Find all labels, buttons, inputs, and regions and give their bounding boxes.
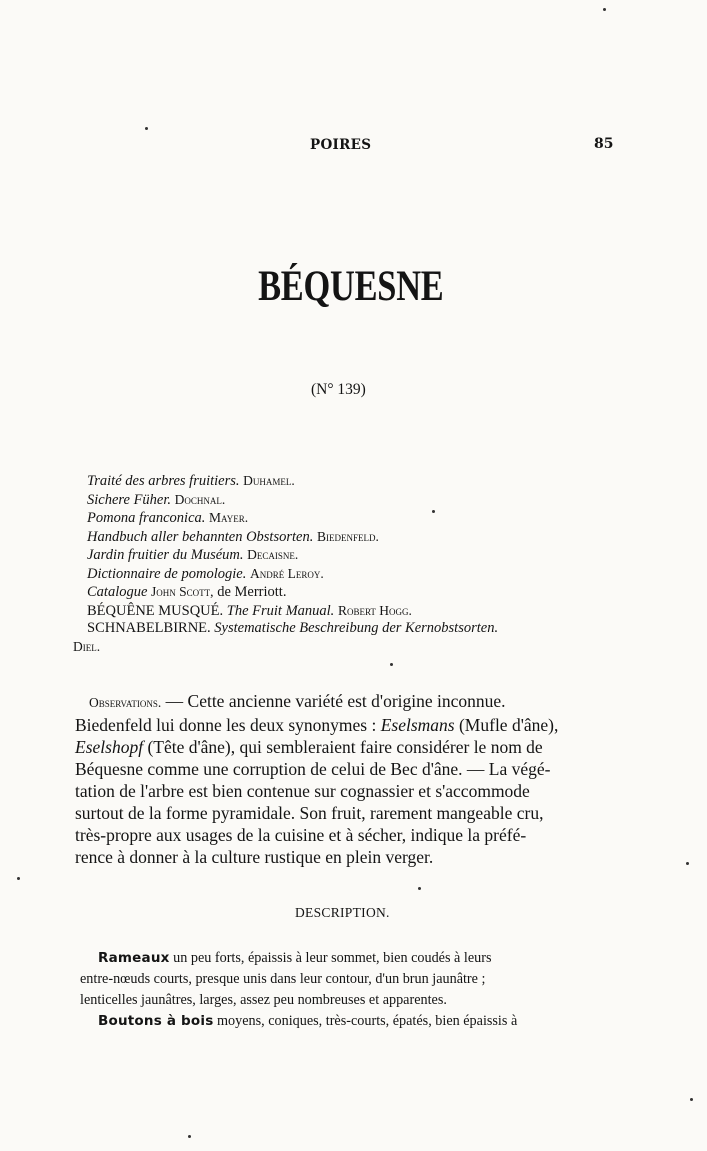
scan-speck bbox=[390, 663, 393, 666]
references-list bbox=[73, 472, 627, 656]
catalog-number: (N° 139) bbox=[311, 381, 366, 398]
observations-label: Observations. bbox=[89, 695, 162, 710]
desc-line: lenticelles jaunâtres, larges, assez peu nombreuses et apparentes. bbox=[80, 992, 447, 1008]
reference-author: Biedenfeld. bbox=[316, 528, 379, 544]
description-body bbox=[80, 948, 625, 1032]
reference-synonym: BÉQUÊNE MUSQUÉ. bbox=[87, 602, 224, 619]
reference-item bbox=[87, 509, 627, 528]
reference-author: John Scott, bbox=[151, 584, 214, 599]
reference-work: Traité des arbres fruitiers. bbox=[87, 473, 240, 489]
reference-item bbox=[87, 565, 627, 584]
reference-work: Dictionnaire de pomologie. bbox=[87, 565, 247, 582]
scan-speck bbox=[603, 8, 606, 11]
obs-line: Eselshopf (Tête d'âne), qui sembleraient faire considérer le nom de bbox=[75, 737, 543, 757]
reference-author: André Leroy. bbox=[249, 565, 324, 581]
reference-item-continuation bbox=[73, 638, 627, 657]
reference-work: Handbuch aller behannten Obstsorten. bbox=[87, 528, 314, 545]
reference-item bbox=[87, 528, 627, 547]
reference-work: The Fruit Manual. bbox=[226, 602, 335, 619]
reference-item bbox=[87, 546, 627, 565]
scan-speck bbox=[690, 1098, 693, 1101]
reference-work: Pomona franconica. bbox=[87, 510, 206, 526]
observations-paragraph bbox=[75, 690, 620, 868]
article-title: BÉQUESNE bbox=[258, 263, 444, 310]
obs-line: Biedenfeld lui donne les deux synonymes : Eselsmans (Mufle d'âne), bbox=[75, 715, 559, 735]
reference-author: Diel. bbox=[73, 638, 101, 654]
reference-author: Dochnal. bbox=[174, 491, 226, 507]
desc-line: Boutons à bois moyens, coniques, très-courts, épatés, bien épaissis à bbox=[98, 1013, 518, 1029]
reference-item bbox=[87, 491, 627, 510]
obs-line: surtout de la forme pyramidale. Son fruit, rarement mangeable cru, bbox=[75, 803, 544, 823]
scan-speck bbox=[432, 510, 435, 513]
scan-speck bbox=[418, 887, 421, 890]
scan-speck bbox=[17, 877, 20, 880]
scan-speck bbox=[686, 862, 689, 865]
reference-work: Catalogue bbox=[87, 584, 148, 600]
reference-work: Systematische Beschreibung der Kernobstsorten. bbox=[214, 620, 499, 636]
scan-speck bbox=[145, 127, 148, 130]
reference-item bbox=[87, 620, 627, 638]
boutons-label: Boutons à bois bbox=[98, 1013, 214, 1029]
reference-work: Jardin fruitier du Muséum. bbox=[87, 547, 244, 563]
reference-author: Mayer. bbox=[209, 510, 249, 525]
scan-speck bbox=[188, 1135, 191, 1138]
reference-work: Sichere Füher. bbox=[87, 491, 172, 508]
reference-author: Duhamel. bbox=[243, 473, 295, 488]
reference-rest: de Merriott. bbox=[217, 584, 287, 600]
description-heading: DESCRIPTION. bbox=[295, 905, 390, 920]
desc-line: Rameaux un peu forts, épaissis à leur sommet, bien coudés à leurs bbox=[98, 950, 492, 966]
obs-line: Béquesne comme une corruption de celui de Bec d'âne. — La végé- bbox=[75, 759, 551, 779]
page-number: 85 bbox=[594, 136, 614, 152]
obs-line: tation de l'arbre est bien contenue sur cognassier et s'accommode bbox=[75, 781, 530, 801]
obs-line: très-propre aux usages de la cuisine et à sécher, indique la préfé- bbox=[75, 825, 527, 845]
reference-author: Decaisne. bbox=[247, 547, 299, 562]
reference-item bbox=[87, 472, 627, 491]
reference-item bbox=[87, 602, 627, 621]
reference-author: Robert Hogg. bbox=[337, 602, 412, 618]
reference-synonym: SCHNABELBIRNE. bbox=[87, 620, 211, 636]
rameaux-label: Rameaux bbox=[98, 950, 170, 966]
obs-line: Observations. — Cette ancienne variété est d'origine inconnue. bbox=[89, 691, 506, 711]
reference-item bbox=[87, 583, 627, 602]
obs-line: rence à donner à la culture rustique en plein verger. bbox=[75, 847, 434, 867]
desc-line: entre-nœuds courts, presque unis dans leur contour, d'un brun jaunâtre ; bbox=[80, 971, 486, 987]
running-head: POIRES bbox=[310, 137, 372, 153]
